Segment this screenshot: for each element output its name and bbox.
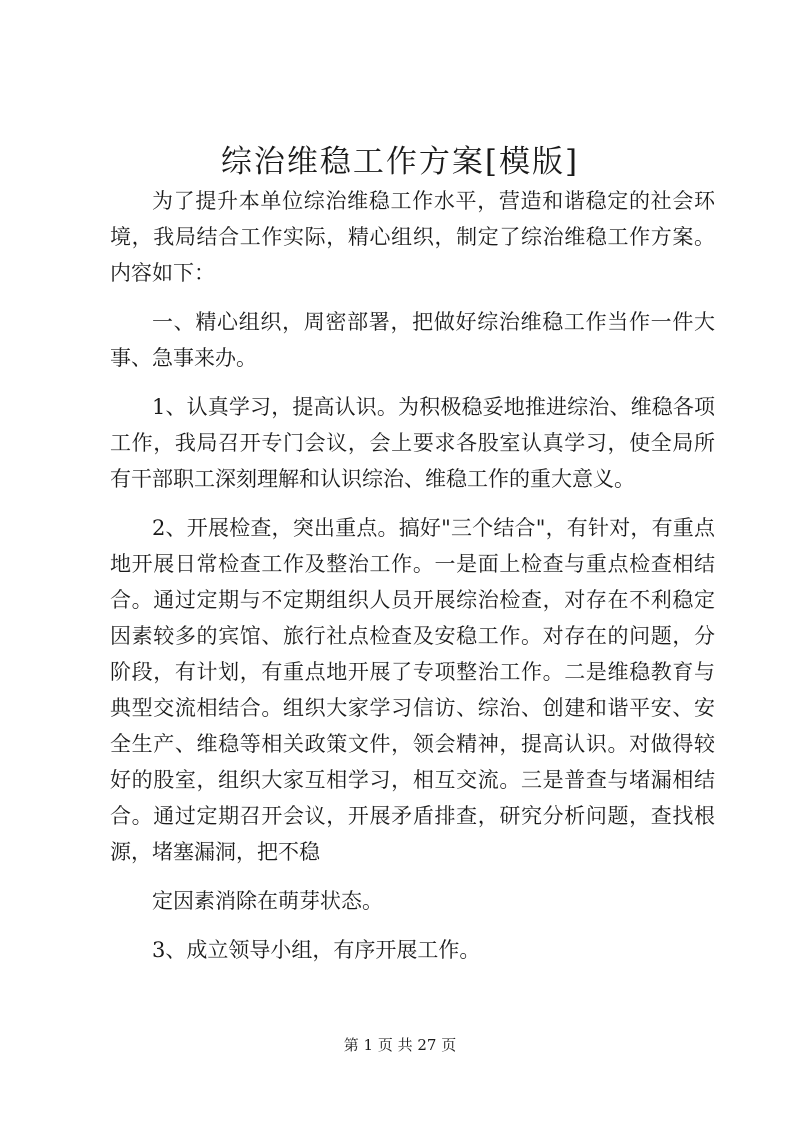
paragraph-item-2: 2、开展检查，突出重点。搞好"三个结合"，有针对，有重点地开展日常检查工作及整治工作。一是面上检查与重点检查相结合。通过定期与不定期组织人员开展综治检查，对存在不利稳定因素较多的宾馆、旅行社点检查及安稳工作。对存在的问题，分阶段，有计划，有重点地开展了专项整治工作。二是维稳教育与典型交流相结合。组织大家学习信访、综治、创建和谐平安、安全生产、维稳等相关政策文件，领会精神，提高认识。对做得较好的股室，组织大家互相学习，相互交流。三是普查与堵漏相结合。通过定期召开会议，开展矛盾排查，研究分析问题，查找根源，堵塞漏洞，把不稳 [110, 516, 715, 864]
page-number-footer: 第 1 页 共 27 页 [343, 1036, 457, 1054]
paragraph-intro: 为了提升本单位综治维稳工作水平，营造和谐稳定的社会环境，我局结合工作实际，精心组织，制定了综治维稳工作方案。内容如下： [110, 189, 715, 285]
paragraph-item-1: 1、认真学习，提高认识。为积极稳妥地推进综治、维稳各项工作，我局召开专门会议，会上要求各股室认真学习，使全局所有干部职工深刻理解和认识综治、维稳工作的重大意义。 [110, 395, 715, 491]
document-title: 综治维稳工作方案[模版] [220, 144, 580, 180]
paragraph-section-1: 一、精心组织，周密部署，把做好综治维稳工作当作一件大事、急事来办。 [110, 310, 715, 370]
document-body [110, 183, 715, 968]
paragraph-continuation: 定因素消除在萌芽状态。 [152, 889, 383, 913]
paragraph-item-3: 3、成立领导小组，有序开展工作。 [152, 938, 481, 962]
